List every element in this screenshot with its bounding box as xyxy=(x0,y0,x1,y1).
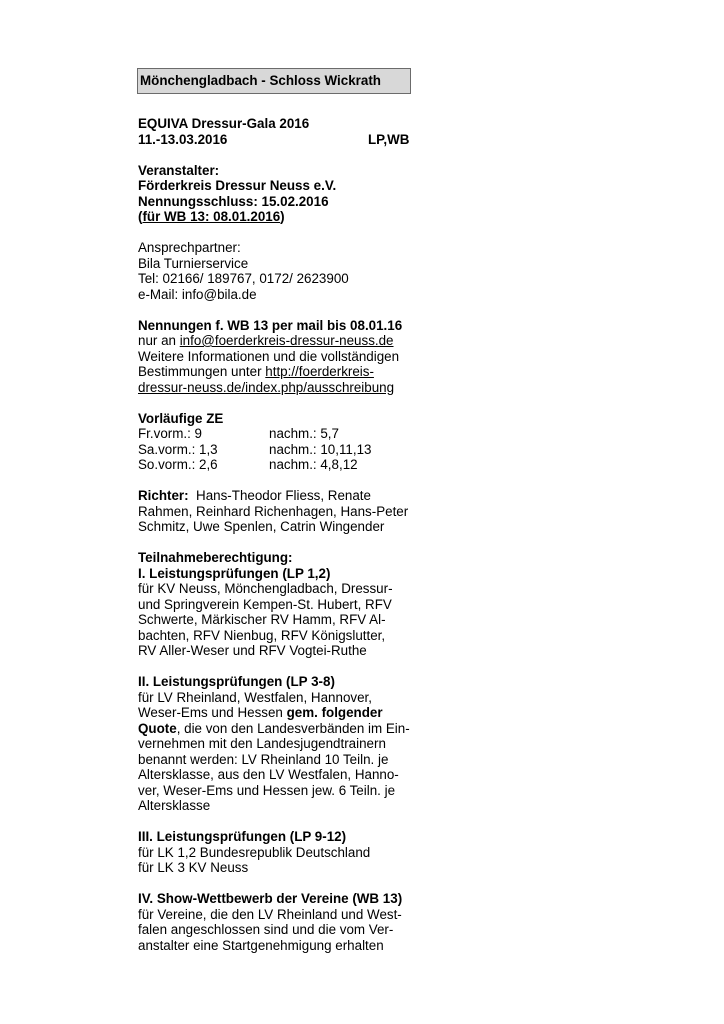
section-1-line: RV Aller-Weser und RFV Vogtei-Ruthe xyxy=(138,643,367,658)
section-3-line: für LK 1,2 Bundesrepublik Deutschland xyxy=(138,844,371,860)
contact-phone: Tel: 02166/ 189767, 0172/ 2623900 xyxy=(138,271,349,286)
tender-link-continued[interactable]: dressur-neuss.de/index.php/ausschreibung xyxy=(138,379,395,395)
entry-deadline: Nennungsschluss: 15.02.2016 xyxy=(138,193,329,209)
event-types: LP,WB xyxy=(368,131,410,147)
contact-email: e-Mail: info@bila.de xyxy=(138,286,257,302)
section-3-heading: III. Leistungsprüfungen (LP 9-12) xyxy=(138,829,347,844)
section-2-line: für LV Rheinland, Westfalen, Hannover, xyxy=(138,689,372,705)
section-2-line: benannt werden: LV Rheinland 10 Teiln. je xyxy=(138,751,389,767)
section-4-heading: IV. Show-Wettbewerb der Vereine (WB 13) xyxy=(138,891,403,906)
contact-heading: Ansprechpartner: xyxy=(138,240,241,255)
section-2-heading: II. Leistungsprüfungen (LP 3-8) xyxy=(138,674,335,689)
section-4-line: anstalter eine Startgenehmigung erhalten xyxy=(138,937,384,953)
contact-name: Bila Turnierservice xyxy=(138,255,249,271)
tender-link[interactable]: http://foerderkreis- xyxy=(265,364,374,379)
entries-email-link[interactable]: info@foerderkreis-dressur-neuss.de xyxy=(179,333,394,348)
page-title: Mönchengladbach - Schloss Wickrath xyxy=(137,68,411,94)
event-dates-row xyxy=(138,132,428,148)
organizer-name: Förderkreis Dressur Neuss e.V. xyxy=(138,178,337,193)
section-4-line: falen angeschlossen sind und die vom Ver- xyxy=(138,922,394,937)
entries-line-4 xyxy=(138,380,428,396)
section-1-line: und Springverein Kempen-St. Hubert, RFV xyxy=(138,596,392,612)
section-1-line: bachten, RFV Nienbug, RFV Königslutter, xyxy=(138,627,386,643)
section-2-line: vernehmen mit den Landesjugendtrainern xyxy=(138,736,386,751)
eligibility-heading: Teilnahmeberechtigung: xyxy=(138,550,293,565)
section-2-line: Altersklasse xyxy=(138,798,211,813)
entries-line-1: nur an info@foerderkreis-dressur-neuss.de xyxy=(138,333,394,348)
judges-line-2: Rahmen, Reinhard Richenhagen, Hans-Peter xyxy=(138,503,409,519)
event-name: EQUIVA Dressur-Gala 2016 xyxy=(138,116,310,131)
judges-line-3: Schmitz, Uwe Spenlen, Catrin Wingender xyxy=(138,519,385,534)
section-1-line: für KV Neuss, Mönchengladbach, Dressur- xyxy=(138,581,393,596)
entries-line-2: Weitere Informationen und die vollständigen xyxy=(138,348,400,364)
section-2-line: Weser-Ems und Hessen gem. folgender xyxy=(138,705,383,720)
section-1-heading: I. Leistungsprüfungen (LP 1,2) xyxy=(138,565,331,581)
section-2-line: Quote, die von den Landesverbänden im Ein- xyxy=(138,720,410,736)
section-2-line: Altersklasse, aus den LV Westfalen, Hanno- xyxy=(138,767,399,782)
organizer-heading: Veranstalter: xyxy=(138,162,220,178)
section-3-line: für LK 3 KV Neuss xyxy=(138,860,249,875)
schedule-row-fr: Fr.vorm.: 9 nachm.: 5,7 xyxy=(138,426,339,441)
schedule-row-sa: Sa.vorm.: 1,3 nachm.: 10,11,13 xyxy=(138,441,372,457)
schedule-heading: Vorläufige ZE xyxy=(138,410,224,426)
entry-deadline-wb: (für WB 13: 08.01.2016) xyxy=(138,209,285,224)
schedule-row-so: So.vorm.: 2,6 nachm.: 4,8,12 xyxy=(138,457,358,472)
section-1-line: Schwerte, Märkischer RV Hamm, RFV Al- xyxy=(138,612,386,627)
entries-heading: Nennungen f. WB 13 per mail bis 08.01.16 xyxy=(138,317,403,333)
judges-line-1: Richter: Hans-Theodor Fliess, Renate xyxy=(138,488,371,503)
section-2-line: ver, Weser-Ems und Hessen jew. 6 Teiln. je xyxy=(138,782,396,798)
event-dates: 11.-13.03.2016 xyxy=(138,131,228,147)
event-block xyxy=(138,116,428,953)
section-4-line: für Vereine, die den LV Rheinland und West- xyxy=(138,906,402,922)
entries-line-3: Bestimmungen unter http://foerderkreis- xyxy=(138,364,374,379)
